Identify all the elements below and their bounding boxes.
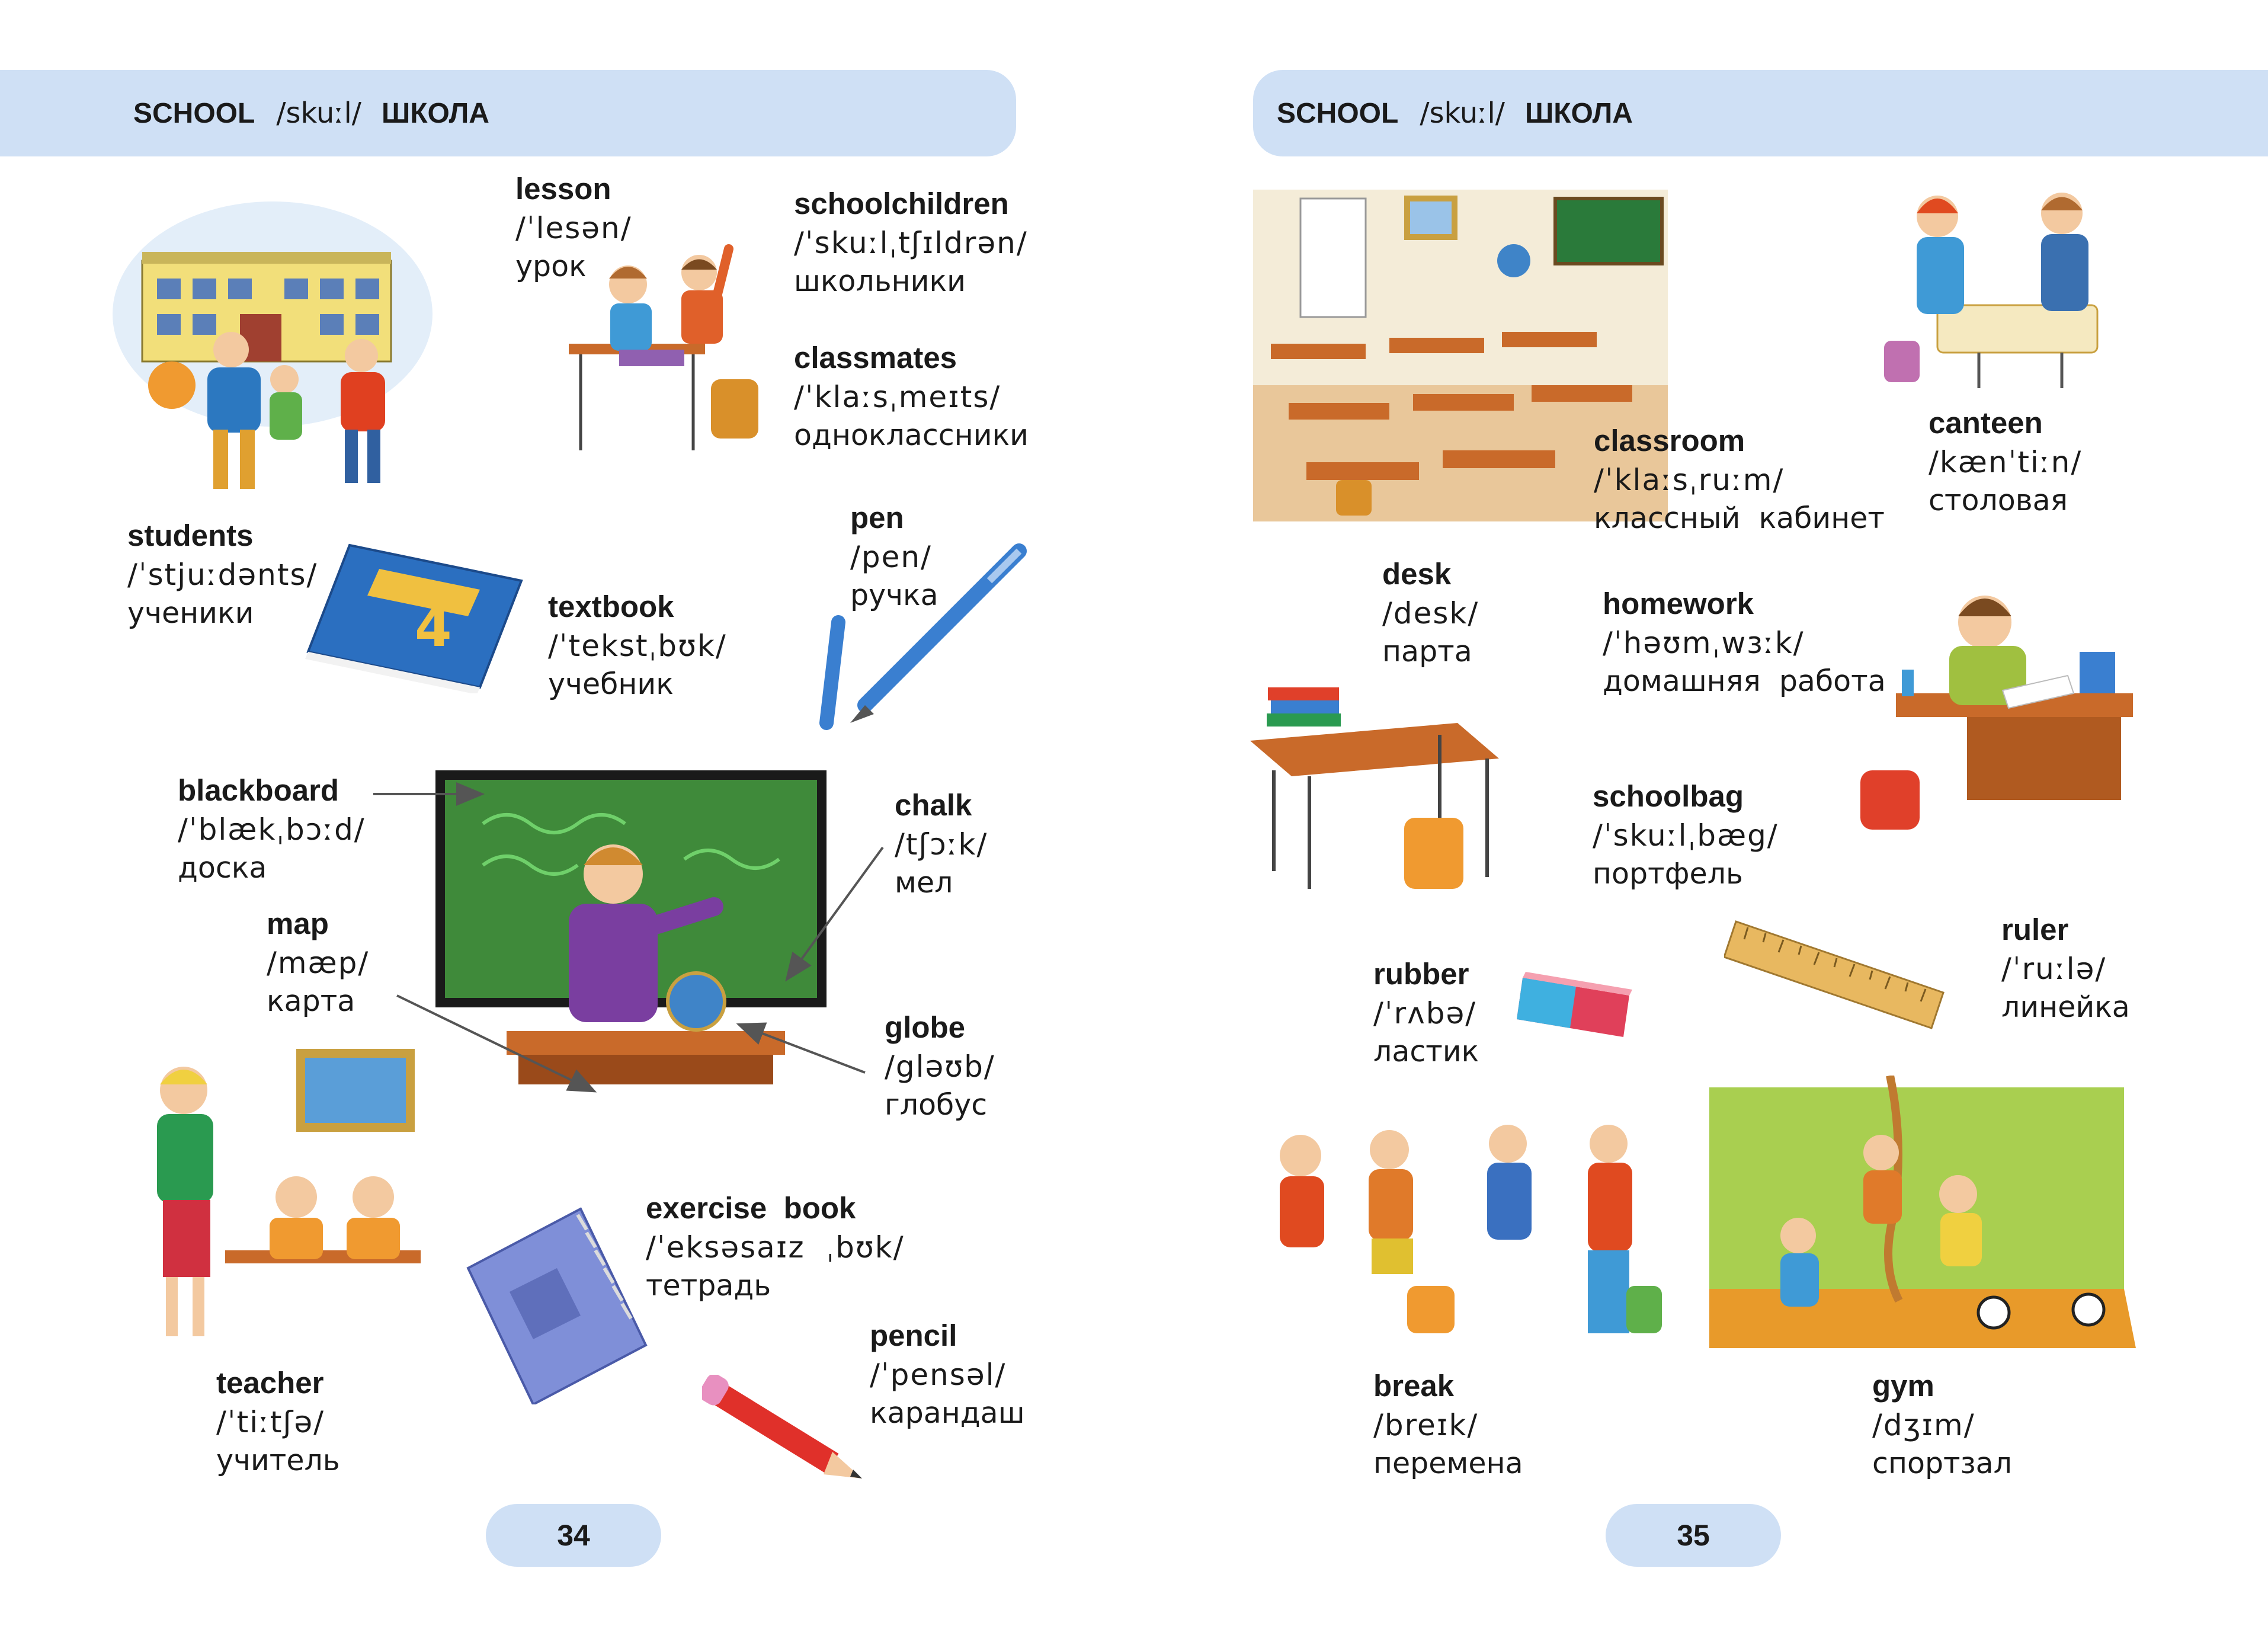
entry-word: schoolbag — [1593, 779, 1744, 813]
homework-illustration — [1849, 575, 2145, 836]
entry-word: exercise book — [646, 1191, 856, 1225]
page-number-right: 35 — [1606, 1504, 1781, 1567]
entry-translation: глобус — [885, 1088, 988, 1122]
entry-ipa: /ˈpensəl/ — [870, 1358, 1007, 1393]
entry-translation: тетрадь — [646, 1269, 771, 1303]
entry-translation: карта — [267, 984, 355, 1019]
entry-classroom — [1594, 421, 1885, 538]
entry-translation: ученики — [127, 596, 254, 631]
entry-translation: спортзал — [1872, 1446, 2013, 1481]
entry-translation: ластик — [1373, 1035, 1479, 1069]
entry-word: blackboard — [178, 773, 339, 807]
entry-textbook — [548, 587, 727, 704]
entry-translation: классный кабинет — [1594, 501, 1885, 536]
entry-word: map — [267, 907, 329, 940]
entry-ruler — [2001, 910, 2130, 1027]
page-number-left: 34 — [486, 1504, 661, 1567]
entry-ipa: /ˈtekstˌbʊk/ — [548, 629, 727, 664]
entry-word: students — [127, 519, 254, 552]
entry-ipa: /ˈeksəsaɪz ˌbʊk/ — [646, 1230, 905, 1265]
entry-translation: школьники — [794, 264, 966, 299]
textbook-illustration — [302, 533, 527, 693]
exercise-book-illustration — [462, 1203, 652, 1404]
entry-translation: учебник — [548, 667, 674, 702]
entry-translation: перемена — [1373, 1446, 1523, 1481]
entry-word: textbook — [548, 590, 674, 623]
entry-ipa: /ˈskuːlˌtʃɪldrən/ — [794, 226, 1028, 261]
entry-ipa: /desk/ — [1382, 596, 1479, 631]
entry-lesson — [515, 169, 632, 286]
entry-word: globe — [885, 1010, 965, 1044]
ruler-illustration — [1724, 916, 1949, 1034]
header-translation: ШКОЛА — [381, 97, 489, 129]
entry-rubber — [1373, 954, 1479, 1071]
entry-ipa: /ˈlesən/ — [515, 211, 632, 246]
entry-ipa: /breɪk/ — [1373, 1408, 1479, 1443]
entry-pencil — [870, 1316, 1025, 1433]
entry-translation: столовая — [1929, 484, 2068, 518]
entry-word: teacher — [216, 1366, 324, 1400]
entry-homework — [1603, 584, 1886, 701]
header-ipa: /skuːl/ — [276, 97, 361, 130]
header-ipa: /skuːl/ — [1420, 97, 1505, 130]
header-word: SCHOOL — [1277, 97, 1399, 129]
entry-translation: карандаш — [870, 1396, 1025, 1430]
school-students-illustration — [107, 196, 438, 504]
entry-word: homework — [1603, 587, 1754, 620]
entry-desk — [1382, 554, 1479, 671]
svg-text:4: 4 — [415, 597, 452, 659]
entry-classmates — [794, 338, 1029, 455]
entry-teacher — [216, 1363, 340, 1480]
entry-ipa: /ˈblækˌbɔːd/ — [178, 812, 366, 847]
entry-chalk — [895, 785, 988, 902]
entry-word: ruler — [2001, 913, 2069, 946]
entry-pen — [850, 498, 938, 615]
teacher-blackboard-illustration — [435, 770, 827, 1090]
entry-ipa: /pen/ — [850, 540, 932, 575]
entry-ipa: /tʃɔːk/ — [895, 827, 988, 862]
entry-break — [1373, 1366, 1523, 1483]
entry-word: schoolchildren — [794, 187, 1009, 220]
entry-ipa: /ˈskuːlˌbæg/ — [1593, 818, 1779, 853]
entry-ipa: /ˈrʌbə/ — [1373, 996, 1477, 1031]
entry-translation: линейка — [2001, 990, 2130, 1025]
entry-word: rubber — [1373, 957, 1469, 991]
entry-map — [267, 904, 369, 1021]
entry-word: break — [1373, 1369, 1455, 1403]
entry-translation: доска — [178, 851, 267, 885]
entry-ipa: /ˈtiːtʃə/ — [216, 1405, 325, 1440]
gym-illustration — [1709, 1076, 2136, 1354]
entry-word: canteen — [1929, 406, 2043, 440]
entry-translation: мел — [895, 866, 953, 900]
entry-students — [127, 516, 318, 633]
pencil-illustration — [702, 1375, 868, 1487]
entry-word: desk — [1382, 557, 1452, 591]
entry-translation: одноклассники — [794, 418, 1029, 453]
entry-translation: учитель — [216, 1444, 340, 1478]
entry-blackboard — [178, 770, 366, 888]
entry-schoolchildren — [794, 184, 1028, 301]
entry-ipa: /ˈhəʊmˌwɜːk/ — [1603, 626, 1805, 661]
entry-word: gym — [1872, 1369, 1934, 1403]
entry-gym — [1872, 1366, 2012, 1483]
entry-ipa: /gləʊb/ — [885, 1049, 995, 1084]
entry-schoolbag — [1593, 776, 1779, 894]
entry-ipa: /ˈklaːsˌruːm/ — [1594, 463, 1785, 498]
entry-ipa: /mæp/ — [267, 946, 370, 981]
entry-globe — [885, 1007, 995, 1125]
entry-translation: портфель — [1593, 857, 1743, 891]
entry-translation: парта — [1382, 635, 1472, 669]
entry-word: pencil — [870, 1318, 957, 1352]
entry-exercise-book — [646, 1188, 905, 1305]
header-translation: ШКОЛА — [1524, 97, 1633, 129]
right-page-header — [1253, 70, 2268, 156]
entry-ipa: /ˈklaːsˌmeɪts/ — [794, 380, 1001, 415]
canteen-illustration — [1872, 187, 2151, 394]
entry-word: classmates — [794, 341, 957, 375]
entry-ipa: /dʒɪm/ — [1872, 1408, 1975, 1443]
desk-illustration — [1250, 676, 1511, 895]
teacher-illustration — [118, 1049, 427, 1351]
entry-word: pen — [850, 501, 904, 535]
entry-word: classroom — [1594, 424, 1745, 457]
break-illustration — [1259, 1120, 1662, 1351]
entry-canteen — [1929, 403, 2082, 520]
left-page-header — [0, 70, 1016, 156]
entry-ipa: /kænˈtiːn/ — [1929, 445, 2083, 480]
rubber-illustration — [1511, 966, 1641, 1043]
entry-ipa: /ˈruːlə/ — [2001, 952, 2107, 987]
entry-ipa: /ˈstjuːdənts/ — [127, 558, 318, 593]
entry-translation: ручка — [850, 578, 938, 613]
entry-word: chalk — [895, 788, 972, 822]
entry-translation: урок — [515, 249, 587, 284]
header-word: SCHOOL — [133, 97, 255, 129]
entry-translation: домашняя работа — [1603, 664, 1886, 699]
entry-word: lesson — [515, 172, 611, 206]
